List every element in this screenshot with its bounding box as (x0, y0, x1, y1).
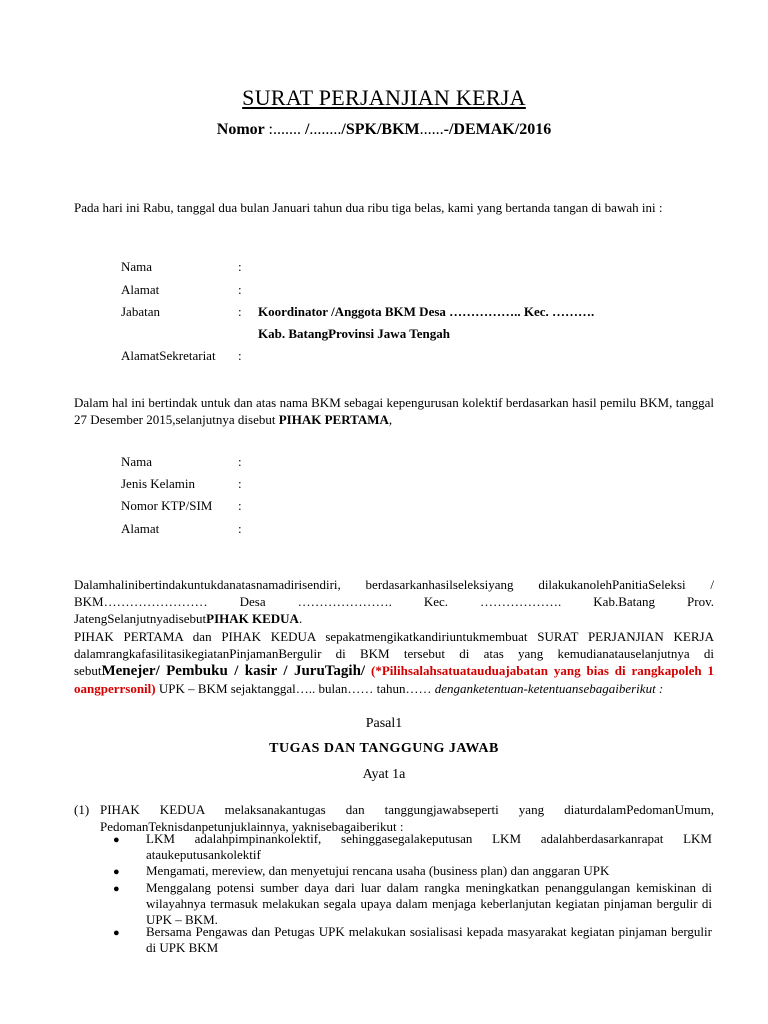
party1-address-colon: : (238, 282, 242, 297)
bullet-item: Bersama Pengawas dan Petugas UPK melakukan sosialisasi kepada masyarakat kegiatan pinjaman bergulir di UPK BKM (146, 924, 712, 955)
party2-id-label: Nomor KTP/SIM (121, 498, 213, 513)
item-text: PIHAK KEDUA melaksanakantugas dan tanggungjawabseperti yang diaturdalamPedomanUmum, PedomanTeknisdanpetunjuklainnya, yaknisebagaiberikut : (100, 802, 714, 834)
nomor-dots-1: :....... (268, 121, 301, 138)
agreement-paragraph (74, 628, 714, 697)
party1-position-label: Jabatan (121, 304, 160, 319)
party2-statement-text: Dalamhalinibertindakuntukdanatasnamadirisendiri, berdasarkanhasilseleksiyang dilakukanolehPanitiaSeleksi / BKM…………………… Desa …………………. Kec. ………………. Kab.Batang Prov. JatengSelanjutnyadisebut (74, 577, 714, 626)
party2-id-colon: : (238, 498, 242, 513)
party2-name-colon: : (238, 454, 242, 469)
bullet-marker: ● (113, 866, 120, 878)
bullet-item: Menggalang potensi sumber daya dari luar dalam rangka meningkatkan penanggulangan kemiskinan di wilayahnya termasuk melakukan segala upaya dalam menjaga keberlanjutan kegiatan pinjaman bergulir di UPK – BKM. (146, 880, 712, 927)
pihak-pertama-label: PIHAK PERTAMA (278, 412, 389, 427)
party2-name-label: Nama (121, 454, 153, 469)
bullet-marker: ● (113, 883, 120, 895)
party2-address-label: Alamat (121, 521, 160, 536)
agreement-note: (*Pilihsalahsatuatauduajabatan yang bias di rangkapoleh 1 oangperrsonil) (74, 663, 714, 696)
bullet-item: LKM adalahpimpinankolektif, sehinggasegalakeputusan LKM adalahberdasarkanrapat LKM ataukeputusankolektif (146, 831, 712, 862)
party2-period: . (298, 611, 303, 626)
nomor-end: -/DEMAK/2016 (443, 121, 552, 138)
document-number (0, 121, 768, 139)
party1-position-value-2: Kab. BatangProvinsi Jawa Tengah (258, 326, 450, 341)
ayat-heading: Ayat 1a (362, 767, 406, 782)
bullet-marker: ● (113, 834, 120, 846)
section-title: TUGAS DAN TANGGUNG JAWAB (269, 741, 499, 756)
nomor-dots-3: ...... (419, 121, 444, 138)
bullet-marker: ● (113, 927, 120, 939)
party2-address-colon: : (238, 521, 242, 536)
agreement-text: PIHAK PERTAMA dan PIHAK KEDUA sepakatmengikatkandiriuntukmembuat SURAT PERJANJIAN KERJA dalamrangkafasilitasikegiatanPinjamanBergulir di BKM tersebut di atas yang kemudianatauselanjutnya di sebut (74, 629, 714, 678)
agreement-terms: denganketentuan-ketentuansebagaiberikut : (434, 681, 664, 696)
agreement-date-text: UPK – BKM sejaktanggal….. bulan…… tahun…… (155, 681, 435, 696)
nomor-sep: / (304, 121, 310, 138)
party2-gender-label: Jenis Kelamin (121, 476, 196, 491)
nomor-mid: /SPK/BKM (341, 121, 420, 138)
party2-statement (74, 576, 714, 627)
agreement-roles: Menejer/ Pembuku / kasir / JuruTagih/ (101, 663, 366, 679)
document-title: SURAT PERJANJIAN KERJA (242, 85, 526, 110)
pasal-heading: Pasal1 (365, 716, 403, 731)
item-number: (1) (74, 802, 90, 817)
party1-name-label: Nama (121, 259, 153, 274)
party1-comma: , (388, 412, 393, 427)
party1-statement-text: Dalam hal ini bertindak untuk dan atas nama BKM sebagai kepengurusan kolektif berdasarkan hasil pemilu BKM, tanggal 27 Desember 2015,selanjutnya disebut (74, 395, 714, 427)
party2-gender-colon: : (238, 476, 242, 491)
party1-secretariat-colon: : (238, 348, 242, 363)
nomor-dots-2: ........ (309, 121, 342, 138)
bullet-item: Mengamati, mereview, dan menyetujui rencana usaha (business plan) dan anggaran UPK (146, 863, 610, 878)
party1-position-colon: : (238, 304, 242, 319)
party1-name-colon: : (238, 259, 242, 274)
nomor-label: Nomor (216, 121, 265, 138)
pihak-kedua-label: PIHAK KEDUA (206, 611, 299, 626)
party1-statement (74, 394, 714, 428)
party1-secretariat-label: AlamatSekretariat (121, 348, 216, 363)
party1-position-value: Koordinator /Anggota BKM Desa …………….. Kec. ………. (258, 304, 595, 319)
opening-paragraph: Pada hari ini Rabu, tanggal dua bulan Januari tahun dua ribu tiga belas, kami yang bertanda tangan di bawah ini : (74, 200, 663, 215)
party1-address-label: Alamat (121, 282, 160, 297)
